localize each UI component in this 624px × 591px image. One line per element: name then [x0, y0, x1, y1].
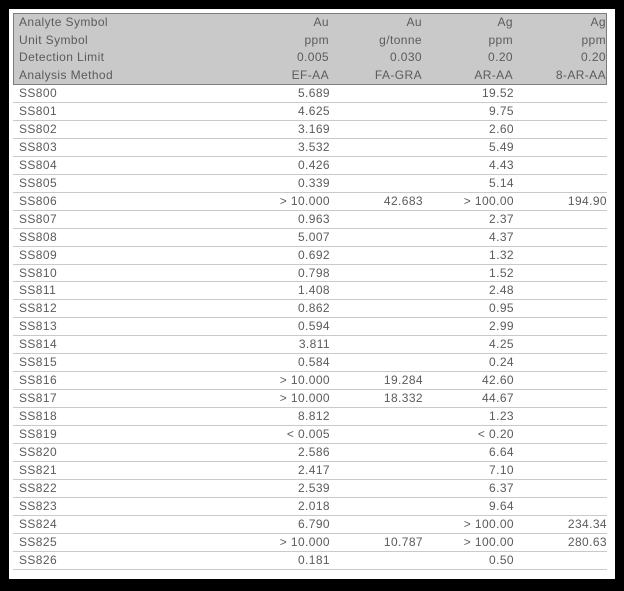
sample-id: SS820: [19, 445, 58, 460]
value-cell: [330, 426, 423, 444]
sample-id: SS817: [19, 391, 58, 406]
table-row: [13, 408, 607, 426]
table-row: [13, 372, 607, 390]
value-cell: > 10.000: [279, 193, 330, 208]
header-label: Analysis Method: [19, 67, 114, 82]
value-cell: 5.49: [489, 139, 514, 154]
sample-id: SS811: [19, 283, 57, 298]
value-cell: [330, 408, 423, 426]
value-cell: 2.586: [297, 445, 330, 460]
sample-id: SS822: [19, 480, 58, 495]
value-cell: [514, 552, 607, 570]
table-row: [13, 426, 607, 444]
value-cell: [514, 372, 607, 390]
sample-id: SS816: [19, 373, 58, 388]
value-cell: [330, 211, 423, 229]
value-cell: 0.594: [297, 319, 330, 334]
value-cell: [330, 552, 423, 570]
header-value-cell: Ag: [497, 15, 513, 29]
value-cell: 10.787: [383, 534, 423, 549]
sample-id: SS815: [19, 355, 58, 370]
value-cell: [330, 139, 423, 157]
value-cell: [514, 444, 607, 462]
value-cell: 280.63: [567, 534, 607, 549]
value-cell: 234.34: [567, 516, 607, 531]
value-cell: 1.32: [489, 247, 514, 262]
value-cell: 2.99: [489, 319, 514, 334]
value-cell: [330, 516, 423, 534]
value-cell: [514, 229, 607, 247]
value-cell: [330, 265, 423, 283]
value-cell: 0.181: [297, 552, 330, 567]
sample-id: SS807: [19, 211, 58, 226]
value-cell: [514, 211, 607, 229]
value-cell: [514, 139, 607, 157]
value-cell: [514, 336, 607, 354]
value-cell: [514, 175, 607, 193]
value-cell: 18.332: [383, 391, 423, 406]
value-cell: 5.14: [489, 175, 514, 190]
value-cell: [330, 282, 423, 300]
value-cell: [330, 157, 423, 175]
value-cell: 7.10: [489, 463, 514, 478]
sample-id: SS818: [19, 409, 58, 424]
value-cell: 2.48: [489, 283, 514, 298]
value-cell: [330, 247, 423, 265]
sample-id: SS801: [19, 103, 58, 118]
value-cell: 8.812: [297, 409, 330, 424]
value-cell: 0.692: [297, 247, 330, 262]
value-cell: 4.625: [297, 103, 330, 118]
header-value-cell: 0.20: [488, 50, 513, 64]
value-cell: 42.683: [383, 193, 423, 208]
table-row: [13, 480, 607, 498]
assay-results-table: [9, 9, 615, 579]
value-cell: [514, 85, 607, 103]
header-value-cell: ppm: [581, 32, 606, 47]
sample-id: SS804: [19, 157, 58, 172]
value-cell: 4.25: [489, 337, 514, 352]
header-row-detection-limit: [14, 49, 606, 67]
value-cell: 42.60: [481, 373, 514, 388]
value-cell: 9.75: [489, 103, 514, 118]
value-cell: 44.67: [481, 391, 514, 406]
value-cell: 2.417: [297, 463, 330, 478]
value-cell: 2.018: [297, 498, 330, 513]
header-value-cell: Au: [313, 15, 329, 29]
header-value-cell: ppm: [488, 32, 513, 47]
value-cell: [514, 318, 607, 336]
table-row: [13, 247, 607, 265]
table-row: [13, 444, 607, 462]
sample-id: SS806: [19, 193, 58, 208]
value-cell: 3.169: [297, 121, 330, 136]
value-cell: 0.963: [297, 211, 330, 226]
header-row-unit-symbol: [14, 32, 606, 50]
value-cell: 0.50: [489, 552, 514, 567]
value-cell: < 0.005: [286, 427, 330, 442]
table-row: [13, 336, 607, 354]
table-row: [13, 390, 607, 408]
header-label: Analyte Symbol: [19, 15, 108, 29]
sample-id: SS826: [19, 552, 58, 567]
sample-id: SS825: [19, 534, 58, 549]
header-value-cell: EF-AA: [291, 67, 329, 82]
value-cell: [330, 444, 423, 462]
table-row: [13, 139, 607, 157]
value-cell: [514, 103, 607, 121]
value-cell: 0.24: [489, 355, 514, 370]
table-row: [13, 103, 607, 121]
value-cell: 3.811: [298, 337, 330, 352]
table-row: [13, 121, 607, 139]
table-row: [13, 193, 607, 211]
table-row: [13, 175, 607, 193]
header-value-cell: 8-AR-AA: [555, 67, 606, 82]
table-row: [13, 85, 607, 103]
value-cell: [330, 121, 423, 139]
header-row-analysis-method: [14, 67, 606, 85]
value-cell: [514, 247, 607, 265]
value-cell: 2.60: [489, 121, 514, 136]
header-value-cell: FA-GRA: [374, 67, 422, 82]
value-cell: [514, 390, 607, 408]
table-body: [13, 85, 607, 570]
value-cell: 0.426: [297, 157, 330, 172]
value-cell: [330, 103, 423, 121]
value-cell: < 0.20: [477, 427, 514, 442]
value-cell: 5.689: [297, 86, 330, 100]
table-row: [13, 300, 607, 318]
value-cell: [330, 480, 423, 498]
value-cell: 1.23: [489, 409, 514, 424]
header-value-cell: 0.005: [296, 50, 329, 64]
sample-id: SS800: [19, 86, 58, 100]
sample-id: SS823: [19, 498, 58, 513]
table-header: [13, 13, 607, 85]
value-cell: 0.339: [297, 175, 330, 190]
value-cell: [514, 282, 607, 300]
table-row: [13, 229, 607, 247]
value-cell: [514, 300, 607, 318]
value-cell: > 100.00: [463, 534, 514, 549]
header-value-cell: Au: [406, 15, 422, 29]
value-cell: [514, 354, 607, 372]
header-row-analyte-symbol: [14, 14, 606, 32]
sample-id: SS808: [19, 229, 58, 244]
header-value-cell: Ag: [590, 15, 606, 29]
value-cell: 6.64: [489, 445, 514, 460]
value-cell: [330, 462, 423, 480]
sample-id: SS812: [19, 301, 58, 316]
table-row: [13, 211, 607, 229]
table-row: [13, 265, 607, 283]
table-row: [13, 552, 607, 570]
table-row: [13, 462, 607, 480]
sample-id: SS821: [19, 463, 58, 478]
value-cell: 0.862: [297, 301, 330, 316]
value-cell: 1.408: [297, 283, 330, 298]
table-row: [13, 354, 607, 372]
header-value-cell: 0.030: [389, 50, 422, 64]
sample-id: SS805: [19, 175, 58, 190]
value-cell: 2.37: [489, 211, 514, 226]
header-label: Detection Limit: [19, 50, 105, 64]
value-cell: [514, 157, 607, 175]
table-row: [13, 498, 607, 516]
value-cell: 3.532: [297, 139, 330, 154]
table-row: [13, 282, 607, 300]
sample-id: SS814: [19, 337, 58, 352]
value-cell: 9.64: [489, 498, 514, 513]
value-cell: 4.37: [489, 229, 514, 244]
table-row: [13, 534, 607, 552]
value-cell: [514, 121, 607, 139]
value-cell: [330, 318, 423, 336]
value-cell: [330, 498, 423, 516]
value-cell: > 10.000: [279, 391, 330, 406]
table-row: [13, 516, 607, 534]
value-cell: 1.52: [489, 265, 514, 280]
table-row: [13, 318, 607, 336]
value-cell: [330, 175, 423, 193]
sample-id: SS813: [19, 319, 58, 334]
value-cell: [514, 408, 607, 426]
table-row: [13, 157, 607, 175]
value-cell: [514, 462, 607, 480]
sample-id: SS824: [19, 516, 58, 531]
value-cell: [330, 354, 423, 372]
value-cell: 0.95: [489, 301, 514, 316]
value-cell: [330, 229, 423, 247]
sample-id: SS819: [19, 427, 58, 442]
value-cell: 19.52: [481, 86, 514, 100]
value-cell: > 10.000: [279, 534, 330, 549]
header-value-cell: g/tonne: [379, 32, 422, 47]
value-cell: [330, 85, 423, 103]
value-cell: [514, 265, 607, 283]
value-cell: [514, 480, 607, 498]
value-cell: 2.539: [297, 480, 330, 495]
header-label: Unit Symbol: [19, 32, 89, 47]
value-cell: > 100.00: [463, 193, 514, 208]
value-cell: 5.007: [297, 229, 330, 244]
value-cell: 19.284: [383, 373, 423, 388]
header-value-cell: 0.20: [581, 50, 606, 64]
sample-id: SS803: [19, 139, 58, 154]
value-cell: [514, 426, 607, 444]
sample-id: SS809: [19, 247, 58, 262]
value-cell: 0.798: [297, 265, 330, 280]
value-cell: 6.37: [489, 480, 514, 495]
header-value-cell: ppm: [304, 32, 329, 47]
sample-id: SS802: [19, 121, 58, 136]
value-cell: 0.584: [297, 355, 330, 370]
value-cell: [330, 336, 423, 354]
value-cell: > 100.00: [463, 516, 514, 531]
value-cell: 4.43: [489, 157, 514, 172]
value-cell: 194.90: [567, 193, 607, 208]
value-cell: [514, 498, 607, 516]
header-value-cell: AR-AA: [474, 67, 513, 82]
sample-id: SS810: [19, 265, 58, 280]
value-cell: 6.790: [297, 516, 330, 531]
value-cell: [330, 300, 423, 318]
value-cell: > 10.000: [279, 373, 330, 388]
